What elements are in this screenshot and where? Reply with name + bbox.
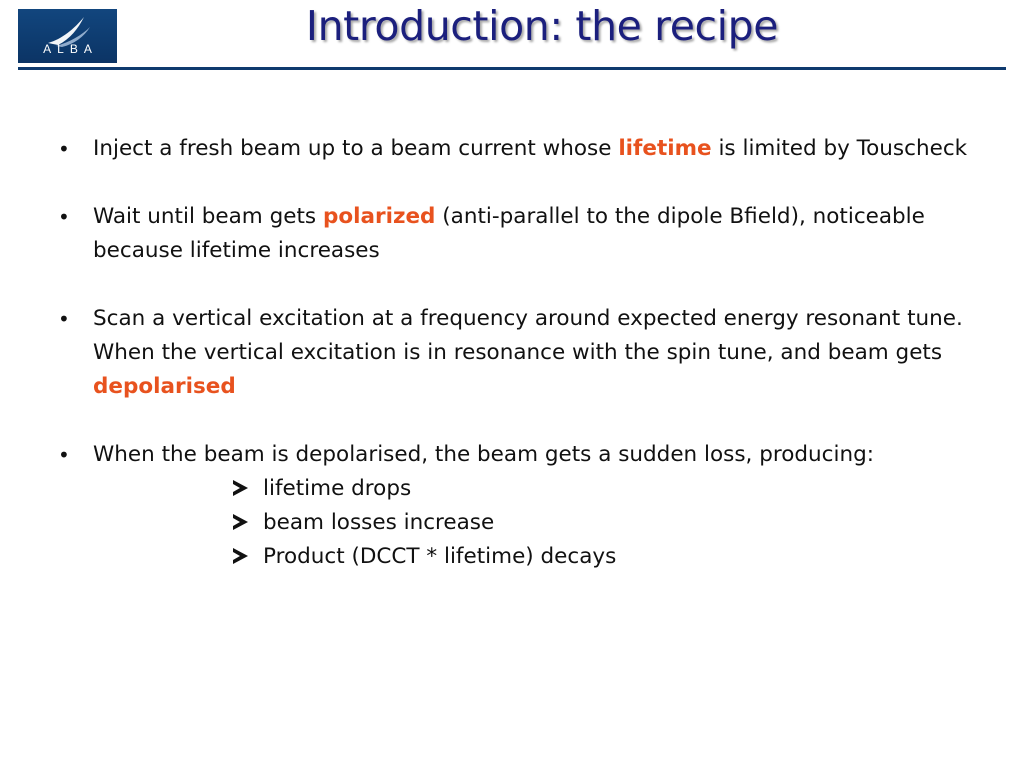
sub-bullet-text: lifetime drops bbox=[263, 476, 412, 501]
sub-bullet-item bbox=[233, 540, 998, 574]
highlight-polarized: polarized bbox=[322, 204, 436, 229]
bullet-dot-icon: • bbox=[58, 307, 70, 331]
bullet-text: Wait until beam gets polarized (anti-parallel to the dipole Bfield), noticeable because lifetime increases bbox=[93, 204, 925, 263]
bullet-item bbox=[58, 438, 998, 472]
bullet-item bbox=[58, 302, 998, 404]
bullet-dot-icon: • bbox=[58, 205, 70, 229]
bullet-item bbox=[58, 200, 998, 268]
bullet-dot-icon: • bbox=[58, 137, 70, 161]
slide-title: Introduction: the recipe bbox=[305, 2, 779, 50]
slide-body bbox=[58, 132, 998, 574]
bullet-text: When the beam is depolarised, the beam gets a sudden loss, producing: bbox=[93, 442, 874, 467]
sub-bullet-item bbox=[233, 506, 998, 540]
bullet-text: Scan a vertical excitation at a frequency around expected energy resonant tune. When the vertical excitation is in resonance with the spin tune, and beam gets depolarised bbox=[93, 306, 970, 399]
highlight-depolarised: depolarised bbox=[93, 374, 236, 399]
sub-bullet-item bbox=[233, 472, 998, 506]
sub-bullet-list bbox=[233, 472, 998, 574]
bullet-dot-icon: • bbox=[58, 443, 70, 467]
arrow-bullet-icon bbox=[233, 480, 248, 496]
bullet-text: Inject a fresh beam up to a beam current whose lifetime is limited by Touscheck bbox=[93, 136, 968, 161]
sub-bullet-text: beam losses increase bbox=[263, 510, 495, 535]
arrow-bullet-icon bbox=[233, 514, 248, 530]
sub-bullet-text: Product (DCCT * lifetime) decays bbox=[263, 544, 617, 569]
bullet-item bbox=[58, 132, 998, 166]
logo-text: ALBA bbox=[43, 42, 98, 56]
highlight-lifetime: lifetime bbox=[618, 136, 712, 161]
title-divider bbox=[18, 67, 1006, 70]
arrow-bullet-icon bbox=[233, 548, 248, 564]
